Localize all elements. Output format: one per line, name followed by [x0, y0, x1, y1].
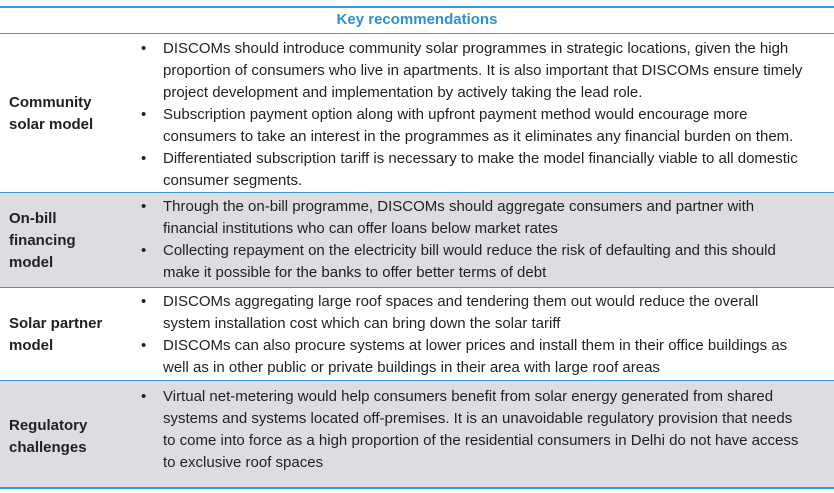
list-item	[140, 196, 830, 240]
bullet-line: well as in other public or private buildings in their area with large roof areas	[163, 359, 660, 376]
bullet-line: proportion of consumers who live in apartments. It is also important that DISCOMs ensure timely	[163, 62, 803, 79]
row-label-line: model	[9, 254, 54, 271]
bullet-line: DISCOMs can also procure systems at lower prices and install them in their office buildings as	[163, 337, 788, 354]
table-row-on-bill-financing	[0, 193, 834, 287]
row-label-line: model	[9, 337, 54, 354]
bullet-icon: •	[141, 106, 147, 123]
row-label	[9, 208, 76, 274]
bullet-line: Collecting repayment on the electricity bill would reduce the risk of defaulting and this should	[163, 242, 776, 259]
bullet-line: Differentiated subscription tariff is necessary to make the model financially viable to all domestic	[163, 150, 798, 167]
list-item	[140, 335, 830, 379]
row-label-line: challenges	[9, 439, 87, 456]
bullet-icon: •	[141, 242, 147, 259]
bullet-line: consumer segments.	[163, 172, 303, 189]
bullet-icon: •	[141, 293, 147, 310]
list-item	[140, 38, 830, 104]
row-label-line: Community	[9, 94, 92, 111]
row-label	[9, 92, 93, 136]
table-header: Key recommendations	[336, 11, 498, 28]
bullet-line: Through the on-bill programme, DISCOMs should aggregate consumers and partner with	[163, 198, 755, 215]
bullet-line: financial institutions who can offer loans below market rates	[163, 220, 558, 237]
bullet-icon: •	[141, 198, 147, 215]
bullet-list	[140, 291, 830, 379]
bullet-line: make it possible for the banks to offer better terms of debt	[163, 264, 547, 281]
bullet-icon: •	[141, 150, 147, 167]
bullet-line: Virtual net-metering would help consumers benefit from solar energy generated from shared	[163, 388, 774, 405]
row-label	[9, 313, 102, 357]
bullet-line: project development and implementation by actively taking the lead role.	[163, 84, 643, 101]
list-item	[140, 291, 830, 335]
bullet-line: DISCOMs should introduce community solar programmes in strategic locations, given the high	[163, 40, 789, 57]
bullet-icon: •	[141, 388, 147, 405]
list-item	[140, 386, 830, 474]
list-item	[140, 240, 830, 284]
row-label-line: On-bill	[9, 210, 57, 227]
list-item	[140, 148, 830, 192]
bullet-line: system installation cost which can bring down the solar tariff	[163, 315, 561, 332]
bullet-list	[140, 386, 830, 474]
row-label-line: financing	[9, 232, 76, 249]
table-row-regulatory-challenges	[0, 381, 834, 487]
row-label-line: Solar partner	[9, 315, 103, 332]
list-item	[140, 104, 830, 148]
row-label-line: Regulatory	[9, 417, 88, 434]
bullet-line: DISCOMs aggregating large roof spaces and tendering them out would reduce the overall	[163, 293, 759, 310]
bullet-list	[140, 38, 830, 192]
bottom-rule	[0, 487, 834, 489]
table-row-community-solar	[0, 34, 834, 192]
bullet-line: consumers to take an interest in the programmes as it eliminates any financial burden on them.	[163, 128, 794, 145]
row-label-line: solar model	[9, 116, 94, 133]
bullet-line: to come into force as a high proportion of the residential consumers in Delhi do not have access	[163, 432, 799, 449]
bullet-line: Subscription payment option along with upfront payment method would encourage more	[163, 106, 748, 123]
table-row-solar-partner	[0, 288, 834, 380]
bullet-line: systems and systems located off-premises. It is an unavoidable regulatory provision that needs	[163, 410, 793, 427]
bullet-line: to exclusive roof spaces	[163, 454, 324, 471]
row-label	[9, 415, 87, 459]
bullet-icon: •	[141, 337, 147, 354]
bullet-icon: •	[141, 40, 147, 57]
bullet-list	[140, 196, 830, 284]
